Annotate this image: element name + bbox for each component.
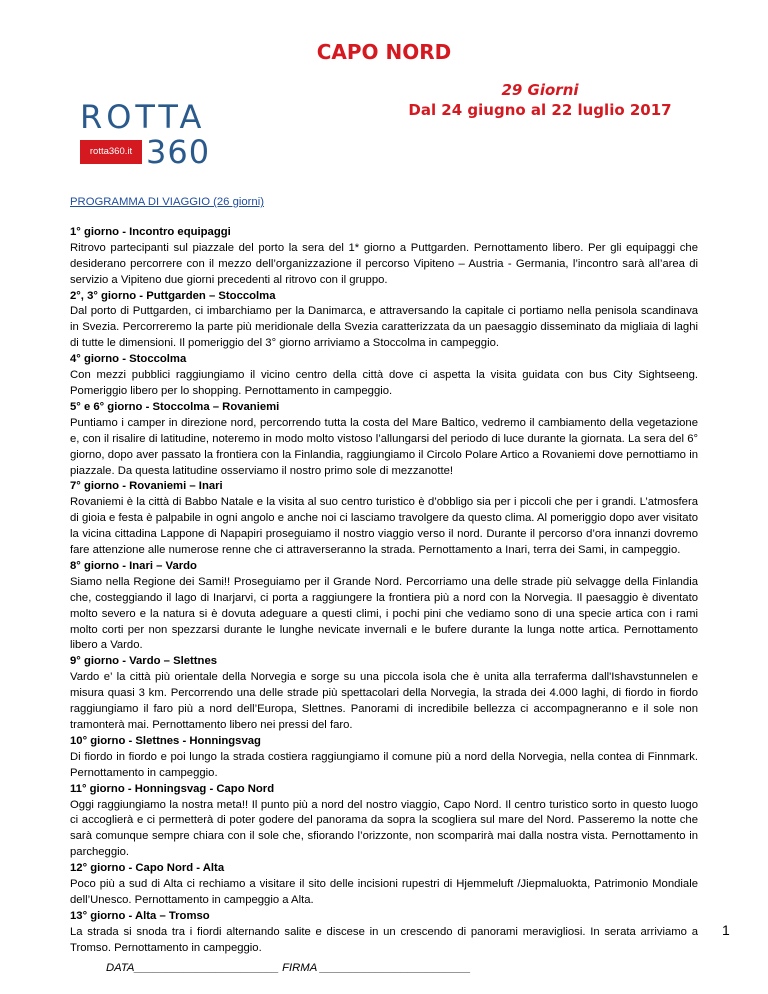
day-heading: 11° giorno - Honningsvag - Capo Nord [70,782,275,795]
day-entry [70,225,698,289]
day-entry [70,782,698,862]
logo-number: 360 [146,133,211,171]
day-entry [70,654,698,734]
page-number: 1 [722,922,730,938]
day-entry [70,289,698,353]
day-list [70,225,698,957]
trip-subtitle [380,80,700,120]
day-entry [70,909,698,957]
day-heading: 13° giorno - Alta – Tromso [70,909,210,922]
trip-dates: Dal 24 giugno al 22 luglio 2017 [408,101,672,119]
program-title: PROGRAMMA DI VIAGGIO (26 giorni) [70,196,264,208]
day-entry [70,734,698,782]
day-text: Vardo e’ la città più orientale della Norvegia e sorge su una piccola isola che è unita alla terraferma dall'Ishavstunnelen e misura quasi 3 km. Percorrendo una delle strade più spettacolari della Norvegia, la strada dei 4.000 laghi, di fiordo in fiordo raggiungiamo il faro più a nord dell’Europa, Slettnes. Panorami di incredibile bellezza ci accompagneranno e il sole non tramonterà mai. Pernottamento libero nei pressi del faro. [70,671,698,731]
rotta360-logo [80,100,220,170]
day-heading: 12° giorno - Capo Nord - Alta [70,862,225,875]
day-text: Con mezzi pubblici raggiungiamo il vicino centro della città dove ci aspetta la visita guidata con bus City Sightseeng. Pomeriggio libero per lo shopping. Pernottamento in campeggio. [70,369,698,397]
day-text: Poco più a sud di Alta ci rechiamo a visitare il sito delle incisioni rupestri di Hjemmeluft /Jiepmaluokta, Patrimonio Mondiale dell’Unesco. Pernottamento in campeggio a Alta. [70,878,698,906]
travel-program [70,195,698,957]
day-heading: 9° giorno - Vardo – Slettnes [70,655,218,668]
day-heading: 10° giorno - Slettnes - Honningsvag [70,734,261,747]
day-entry [70,400,698,480]
day-text: Di fiordo in fiordo e poi lungo la strada costiera raggiungiamo il comune più a nord della Norvegia, nella contea di Finnmark. Pernottamento in campeggio. [70,750,698,779]
day-entry [70,559,698,654]
day-heading: 1° giorno - Incontro equipaggi [70,225,231,238]
day-heading: 7° giorno - Rovaniemi – Inari [70,480,223,493]
trip-duration: 29 Giorni [501,81,579,99]
day-heading: 2°, 3° giorno - Puttgarden – Stoccolma [70,289,276,302]
day-text: Puntiamo i camper in direzione nord, percorrendo tutta la costa del Mare Baltico, vedremo il cambiamento della vegetazione e, con il risalire di latitudine, noteremo in modo molto vistoso l’allungarsi del periodo di luce durante la giornata. La sera del 6° giorno, dopo aver passato la frontiera con la Finlandia, raggiungiamo il Circolo Polare Artico a Rovaniemi dove pernottiamo in piazzale. Da questa latitudine osserviamo il nostro primo sole di mezzanotte! [70,416,698,477]
day-heading: 4° giorno - Stoccolma [70,353,187,366]
signature-line: DATA_______________________ FIRMA ________________________ [106,962,471,974]
day-text: Oggi raggiungiamo la nostra meta!! Il punto più a nord del nostro viaggio, Capo Nord. Il centro turistico sorto in questo luogo ci accoglierà e ci permetterà di poter godere del panorama da sopra la scogliera sul mare del Nord. Passeremo la notte che sarà comunque sempre chiara con il sole che, sfiorando l’orizzonte, non scomparirà mai dalla nostra vista. Pernottamento in parcheggio. [70,798,698,859]
logo-site-badge: rotta360.it [80,140,142,164]
day-text: La strada si snoda tra i fiordi alternando salite e discese in un crescendo di panorami meravigliosi. In serata arriviamo a Tromso. Pernottamento in campeggio. [70,925,698,954]
day-text: Rovaniemi è la città di Babbo Natale e la visita al suo centro turistico è d’obbligo sia per i piccoli che per i grandi. L’atmosfera di gioia e festa è palpabile in ogni angolo e anche noi ci lasciamo travolgere da questo clima. Al pomeriggio dopo aver visitato la vicina cittadina Lappone di Napapiri proseguiamo il nostro viaggio verso il nord. Durante il percorso d’ora innanzi dovremo fare attenzione alle numerose renne che ci attraverseranno la strada. Pernottamento a Inari, terra dei Sami, in campeggio. [70,496,698,557]
day-heading: 8° giorno - Inari – Vardo [70,559,197,572]
logo-word: ROTTA [80,98,206,136]
day-heading: 5° e 6° giorno - Stoccolma – Rovaniemi [70,400,280,413]
day-text: Ritrovo partecipanti sul piazzale del porto la sera del 1* giorno a Puttgarden. Pernottamento libero. Per gli equipaggi che desiderano percorrere con il mezzo dell’organizzazione il percorso Vipiteno – Austria - Germania, l’incontro sarà all’area di servizio a Vipiteno due giorni precedenti al ritrovo con il gruppo. [70,241,698,286]
day-entry [70,352,698,400]
day-entry [70,479,698,559]
day-text: Dal porto di Puttgarden, ci imbarchiamo per la Danimarca, e attraversando la capitale ci portiamo nella penisola scandinava in Svezia. Percorreremo la parte più meridionale della Svezia caratterizzata da un paesaggio disseminato da migliaia di laghi di tutte le dimensioni. Il pomeriggio del 3° giorno arriviamo a Stoccolma in campeggio. [70,305,698,350]
day-text: Siamo nella Regione dei Sami!! Proseguiamo per il Grande Nord. Percorriamo una delle strade più selvagge della Finlandia che, costeggiando il lago di Inarjarvi, ci porta a raggiungere la frontiera più a nord con la Norvegia. Il paesaggio è diventato molto severo e la natura si è dovuta adeguare a questi climi, i pochi pini che vediamo sono di una specie artica con i rami molto corti per non spezzarsi durante le lunghe nevicate invernali e le bufere durante la lunga notte artica. Pernottamento libero a Vardo. [70,575,698,652]
document-title: CAPO NORD [316,40,452,64]
day-entry [70,861,698,909]
